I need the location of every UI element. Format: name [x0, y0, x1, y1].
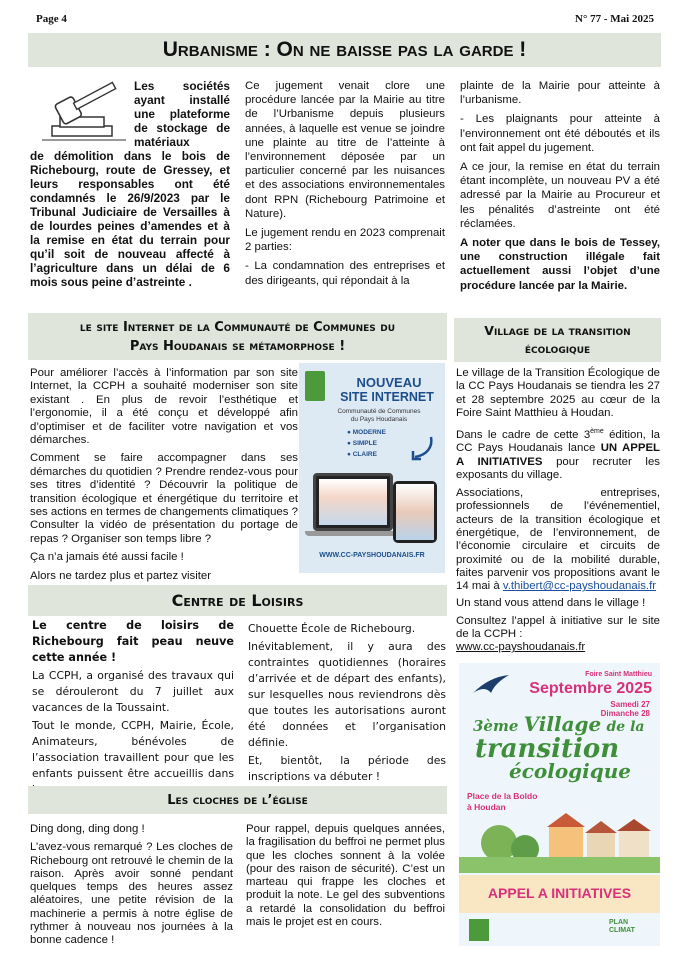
poster-plan: PLAN: [609, 919, 629, 926]
paragraph: La CCPH, a organisé des travaux qui se dérouleront du 7 juillet aux vacances de la Toussaint.: [32, 669, 234, 714]
poster-appel: APPEL A INITIATIVES: [487, 885, 632, 901]
village-title-line-2: écologique: [524, 341, 591, 356]
paragraph: - Les plaignants pour atteinte à l’environnement ont été déboutés et ils ont fait appel du jugement.: [460, 113, 660, 154]
urbanisme-column-3: [460, 79, 660, 298]
poster-appel-band: [459, 875, 660, 913]
paragraph: Alors ne tardez plus et partez visiter: [30, 569, 212, 582]
text-run: pour recruter les exposants du village.: [456, 455, 660, 481]
ad-sub-line: Communauté de Communes: [337, 408, 421, 415]
poster-month: Septembre 2025: [529, 680, 652, 697]
village-title-line-1: Village de la transition: [484, 323, 631, 338]
site-ad-image: [299, 363, 445, 573]
swallow-icon: [471, 673, 511, 697]
poster-place-line: à Houdan: [467, 802, 506, 812]
paragraph: - La condamnation des entreprises et des dirigeants, qui répondait à la: [245, 260, 445, 287]
paragraph: Et, bientôt, la période des inscriptions va débuter !: [248, 754, 446, 783]
paragraph: Pour améliorer l’accès à l’information par son site Internet, la CCPH a souhaité moderniser son site existant . En plus de revoir l’esthétique et l’ergonomie, il a été conçu et développé afin d’optimiser et de faciliter votre navigation et vos démarches.: [30, 367, 298, 447]
text-run-bold: UN APPEL A INITIATIVES: [456, 442, 660, 468]
paragraph: plainte de la Mairie pour atteinte à l’urbanisme.: [460, 80, 660, 107]
paragraph: Ce jugement venait clore une procédure lancée par la Mairie au titre de l’Urbanisme depuis plusieurs années, à laquelle est venue se joindre une plainte au titre de l’atteinte à l’environnement déposée par un particulier concerné par les nuisances et des associations environnementales dont RPN (Richebourg Patrimoine et Nature).: [245, 80, 445, 220]
site-title-line-2: Pays Houdanais se métamorphose !: [129, 338, 346, 354]
paragraph: [456, 641, 660, 654]
ad-feature: ● MODERNE: [347, 429, 386, 436]
ad-subtitle: [319, 408, 439, 424]
page-number: Page 4: [36, 13, 67, 25]
website-link[interactable]: www.cc-payshoudanais.fr: [456, 641, 586, 654]
paragraph: Consultez l’appel à initiative sur le site de la CCPH :: [456, 614, 660, 641]
ad-feature-label: SIMPLE: [352, 440, 377, 447]
ad-feature-label: MODERNE: [352, 429, 386, 436]
cloches-title: Les cloches de l’église: [28, 786, 447, 814]
ad-feature: ● CLAIRE: [347, 451, 377, 458]
laptop-base: [305, 531, 401, 536]
paragraph: Pour rappel, depuis quelques années, la fragilisation du beffroi ne permet plus que les cloches sonnent à la volée (pour des raison de sécurité). C’est un marteau qui frappe les cloches et produit la note. Le gel des subventions a retardé la consolidation du beffroi mais le projet est en cours.: [246, 823, 445, 929]
ad-nouveau: NOUVEAU: [356, 375, 422, 390]
urbanisme-lead-continued: de démolition dans le bois de Richebourg, route de Gressey, et leurs responsables ont été condamnés le 26/9/2023 par le Tribunal Judiciaire de Versailles à de lourdes peines d’amendes et à la remise en état du terrain pour qu’il soit de nouveau affecté à l’agriculture dans un délai de 6 mois sous peine d’astreinte .: [30, 149, 230, 289]
paragraph: Inévitablement, il y aura des contraintes quotidiennes (horaires d’arrivée et de départ des enfants), sur lesquelles nous reviendrons dès que toutes les autorisations auront été données et l’organisation définie.: [248, 640, 446, 749]
paragraph: L’avez-vous remarqué ? Les cloches de Richebourg ont retrouvé le chemin de la raison. Après avoir sonné pendant quelques temps des heures assez aléatoires, une petite révision de la machinerie a permis à notre église de rythmer à nouveau nos journées à la bonne cadence !: [30, 841, 233, 947]
ad-feature: ● SIMPLE: [347, 440, 377, 447]
poster-place: [467, 791, 537, 813]
poster-eco: écologique: [509, 759, 632, 783]
poster-village-drawing: [459, 813, 660, 873]
issue-number: N° 77 - Mai 2025: [575, 13, 654, 25]
village-title: [454, 318, 661, 362]
text-run: Associations, entreprises, professionnels de l’événementiel, acteurs de la transition écologique et énergétique, de l’environnement, de l’économie circulaire et circuits de proximité ou de la mobilité durable, faites parvenir vos propositions avant le 14 mai à: [456, 487, 660, 593]
paragraph: A ce jour, la remise en état du terrain étant incomplète, un nouveau PV a été adressé par la Mairie au Procureur et les pénalités d’astreinte ont été réclamées.: [460, 161, 660, 230]
loisirs-title: Centre de Loisirs: [28, 585, 447, 616]
ad-url: WWW.CC-PAYSHOUDANAIS.FR: [319, 552, 425, 559]
paragraph: Comment se faire accompagner dans ses démarches du quotidien ? Prendre rendez-vous pour ses titres d’identité ? Découvrir la politique de transition écologique et énergétique du territoire et ses actions en termes de changements climatiques ? Consulter la vidéo de présentation du portage de repas ? Organiser son temps libre ?: [30, 452, 298, 545]
poster-transition: transition: [475, 734, 620, 764]
poster-foire: Foire Saint Matthieu: [585, 671, 652, 678]
site-title-line-1: le site Internet de la Communauté de Communes du: [79, 319, 396, 335]
arrow-icon: [407, 433, 437, 463]
laptop-screen: [313, 473, 393, 531]
loisirs-column-1: [32, 618, 234, 800]
superscript: ème: [590, 428, 604, 436]
ad-features: [347, 427, 386, 460]
site-title: [28, 313, 447, 360]
village-text: [456, 367, 660, 660]
paragraph: Le jugement rendu en 2023 comprenait 2 parties:: [245, 227, 445, 254]
ad-feature-label: CLAIRE: [352, 451, 377, 458]
text-run: édition, la CC Pays Houdanais lance: [456, 428, 660, 455]
paragraph: Le village de la Transition Écologique de la CC Pays Houdanais se tiendra les 27 et 28 septembre 2025 au cœur de la Foire Saint Matthieu à Houdan.: [456, 367, 660, 419]
paragraph: Tout le monde, CCPH, Mairie, École, Animateurs, bénévoles de l’association travaillent pour que les enfants puissent être accueillis dans: [32, 719, 234, 780]
gavel-icon: [30, 74, 133, 144]
cloches-column-1: [30, 823, 233, 953]
poster-place-line: Place de la Boldo: [467, 791, 538, 801]
site-text: [30, 367, 298, 588]
poster-date: Samedi 27: [610, 700, 650, 709]
ad-sub-line: du Pays Houdanais: [350, 416, 408, 423]
poster-third: 3ème: [473, 717, 519, 735]
urbanisme-title: Urbanisme : On ne baisse pas la garde !: [28, 33, 661, 67]
paragraph: [456, 487, 660, 593]
village-poster: [459, 663, 660, 946]
gavel-illustration: [30, 74, 133, 144]
ad-site-internet: SITE INTERNET: [340, 390, 434, 404]
paragraph: Ça n’a jamais été aussi facile !: [30, 551, 184, 564]
urbanisme-column-2: [245, 79, 445, 293]
text-run: Dans le cadre de cette 3: [456, 428, 591, 441]
poster-climat: CLIMAT: [609, 927, 635, 934]
poster-headline: [469, 713, 644, 782]
paragraph: Ding dong, ding dong !: [30, 823, 145, 835]
email-link[interactable]: v.thibert@cc-payshoudanais.fr: [502, 580, 657, 593]
paragraph: [456, 425, 660, 482]
cloches-column-2: [246, 823, 445, 934]
urbanisme-lead: Les sociétés ayant installé une plateforme de stockage de matériaux: [134, 79, 230, 149]
paragraph: Chouette École de Richebourg.: [248, 622, 416, 635]
plan-climat-logo: [609, 919, 635, 935]
tablet: [393, 481, 437, 543]
loisirs-lead: Le centre de loisirs de Richebourg fait peau neuve cette année !: [32, 619, 234, 664]
poster-de-la: de la: [606, 719, 645, 735]
poster-date: Dimanche 28: [600, 709, 650, 718]
ccph-logo-icon: [305, 371, 325, 401]
ccph-logo-icon: [469, 919, 489, 941]
paragraph-emphasis: A noter que dans le bois de Tessey, une construction illégale fait actuellement aussi l’objet d’une procédure lancée par la Mairie.: [460, 237, 660, 292]
poster-village: Village: [523, 712, 602, 736]
paragraph: Un stand vous attend dans le village !: [456, 596, 646, 609]
loisirs-column-2: [248, 621, 446, 787]
